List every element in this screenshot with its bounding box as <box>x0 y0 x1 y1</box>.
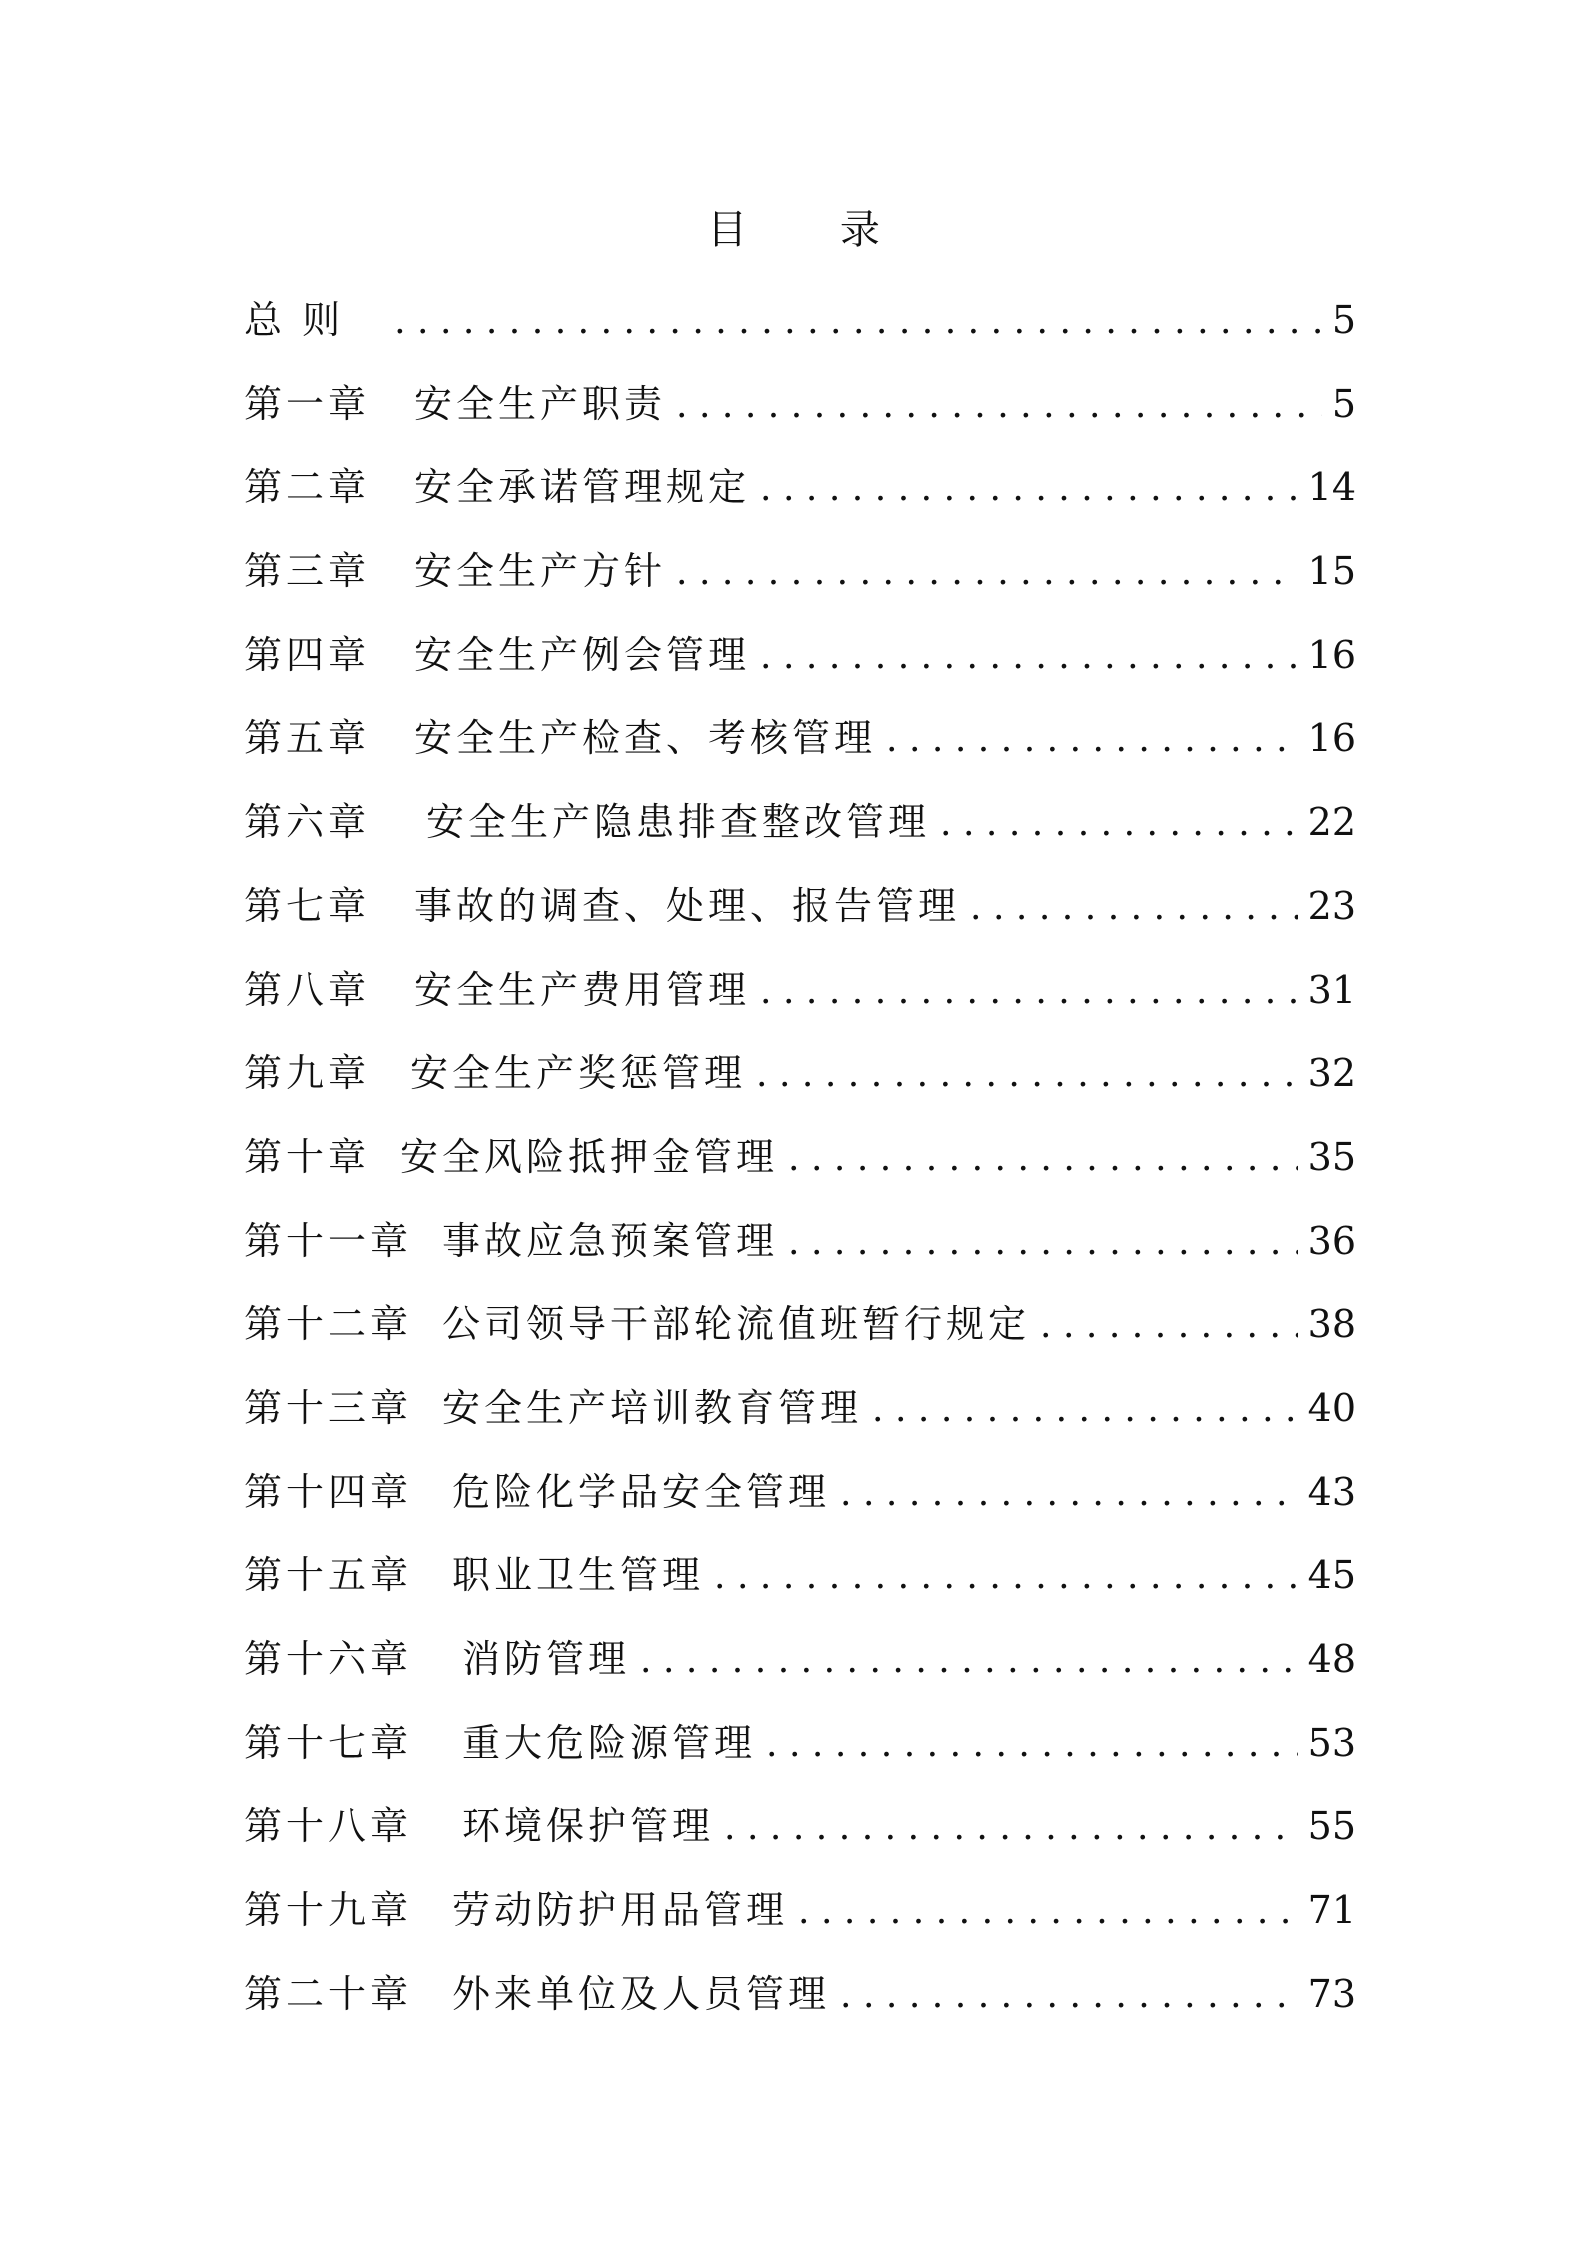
toc-heading: 安全承诺管理规定 <box>414 465 751 510</box>
toc-page-number: 55 <box>1307 1804 1356 1849</box>
toc-entry[interactable] <box>244 1796 1356 1880</box>
toc-heading: 消防管理 <box>462 1637 631 1681</box>
toc-chapter-label: 第九章 <box>244 1051 371 1096</box>
toc-heading: 公司领导干部轮流值班暂行规定 <box>442 1302 1031 1347</box>
toc-heading: 危险化学品安全管理 <box>452 1469 831 1514</box>
toc-entry[interactable] <box>244 1880 1356 1964</box>
toc-entry[interactable] <box>244 1629 1356 1713</box>
toc-chapter-label: 第七章 <box>244 883 371 928</box>
toc-chapter-label: 第十章 <box>244 1134 371 1179</box>
toc-entry[interactable] <box>244 1211 1356 1295</box>
toc-entry[interactable] <box>244 1964 1356 2048</box>
toc-entry[interactable] <box>244 1127 1356 1211</box>
toc-entry[interactable] <box>244 960 1356 1044</box>
toc-entry[interactable] <box>244 792 1356 876</box>
toc-entry[interactable] <box>244 1462 1356 1546</box>
toc-chapter-label: 第八章 <box>244 967 371 1012</box>
toc-page-number: 45 <box>1307 1553 1356 1598</box>
toc-page-number: 43 <box>1307 1469 1356 1514</box>
toc-heading: 安全生产方针 <box>414 549 667 594</box>
toc-heading: 安全风险抵押金管理 <box>400 1134 779 1179</box>
toc-heading: 安全生产隐患排查整改管理 <box>426 800 931 845</box>
toc-dot-leader <box>840 1966 1298 2026</box>
toc-entry[interactable] <box>244 1043 1356 1127</box>
toc-heading: 安全生产费用管理 <box>414 967 751 1012</box>
toc-chapter-label: 第二章 <box>244 465 371 510</box>
toc-entry[interactable] <box>244 1378 1356 1462</box>
toc-dot-leader <box>756 1045 1298 1105</box>
toc-dot-leader <box>760 459 1298 519</box>
toc-chapter-label: 第十五章 <box>244 1553 413 1598</box>
toc-page-number: 38 <box>1307 1302 1356 1347</box>
toc-entry[interactable] <box>244 708 1356 792</box>
toc-entry[interactable] <box>244 1713 1356 1797</box>
toc-page-number: 16 <box>1307 632 1356 677</box>
toc-dot-leader <box>970 878 1298 938</box>
toc-chapter-label: 第十四章 <box>244 1469 413 1514</box>
toc-dot-leader <box>1040 1296 1298 1356</box>
toc-page-number: 35 <box>1307 1134 1356 1179</box>
toc-chapter-label: 第一章 <box>244 381 371 426</box>
toc-chapter-label: 总 则 <box>244 298 345 342</box>
toc-entry[interactable] <box>244 374 1356 458</box>
toc-chapter-label: 第十三章 <box>244 1385 413 1430</box>
toc-entry[interactable] <box>244 1545 1356 1629</box>
toc-dot-leader <box>788 1213 1298 1273</box>
toc-chapter-label: 第六章 <box>244 800 371 845</box>
toc-heading: 安全生产例会管理 <box>414 632 751 677</box>
toc-heading: 劳动防护用品管理 <box>452 1888 789 1933</box>
toc-dot-leader <box>886 710 1298 770</box>
toc-dot-leader <box>788 1129 1298 1189</box>
toc-entry[interactable] <box>244 457 1356 541</box>
toc-dot-leader <box>766 1715 1298 1775</box>
toc-chapter-label: 第五章 <box>244 716 371 761</box>
toc-page-number: 5 <box>1331 298 1356 342</box>
toc-entry[interactable] <box>244 625 1356 709</box>
toc-entry[interactable] <box>244 541 1356 625</box>
toc-page-number: 31 <box>1307 967 1356 1012</box>
toc-dot-leader <box>760 962 1298 1022</box>
toc-page-number: 48 <box>1307 1637 1356 1681</box>
toc-heading: 事故的调查、处理、报告管理 <box>414 883 961 928</box>
toc-chapter-label: 第十九章 <box>244 1888 413 1933</box>
toc-dot-leader <box>676 376 1322 436</box>
toc-chapter-label: 第十二章 <box>244 1302 413 1347</box>
toc-dot-leader <box>872 1380 1298 1440</box>
toc-page-number: 22 <box>1307 800 1356 845</box>
toc-chapter-label: 第二十章 <box>244 1971 413 2016</box>
toc-dot-leader <box>676 543 1298 603</box>
toc-chapter-label: 第十一章 <box>244 1218 413 1263</box>
toc-heading: 外来单位及人员管理 <box>452 1971 831 2016</box>
toc-dot-leader <box>640 1631 1298 1691</box>
toc-page-number: 73 <box>1307 1971 1356 2016</box>
toc-heading: 职业卫生管理 <box>452 1553 705 1598</box>
toc-heading: 重大危险源管理 <box>462 1720 757 1765</box>
toc-heading: 安全生产检查、考核管理 <box>414 716 877 761</box>
toc-chapter-label: 第四章 <box>244 632 371 677</box>
toc-page-number: 36 <box>1307 1218 1356 1263</box>
toc-heading: 事故应急预案管理 <box>442 1218 779 1263</box>
toc-list <box>244 290 1356 2047</box>
toc-dot-leader <box>760 627 1298 687</box>
toc-heading: 环境保护管理 <box>462 1804 715 1849</box>
toc-page-number: 5 <box>1331 381 1356 426</box>
toc-dot-leader <box>940 794 1298 854</box>
toc-entry[interactable] <box>244 1294 1356 1378</box>
toc-chapter-label: 第三章 <box>244 549 371 594</box>
toc-title: 目 录 <box>707 207 920 253</box>
toc-dot-leader <box>714 1547 1298 1607</box>
toc-entry[interactable] <box>244 290 1356 374</box>
toc-page-number: 14 <box>1307 465 1356 510</box>
toc-page-number: 16 <box>1307 716 1356 761</box>
toc-page-number: 40 <box>1307 1385 1356 1430</box>
toc-dot-leader <box>394 292 1322 352</box>
toc-heading: 安全生产培训教育管理 <box>442 1385 863 1430</box>
toc-page-number: 32 <box>1307 1051 1356 1096</box>
toc-page-number: 15 <box>1307 549 1356 594</box>
toc-heading: 安全生产职责 <box>414 381 667 426</box>
toc-page-number: 23 <box>1307 883 1356 928</box>
toc-chapter-label: 第十七章 <box>244 1720 413 1765</box>
toc-dot-leader <box>724 1798 1298 1858</box>
toc-page-number: 71 <box>1307 1888 1356 1933</box>
toc-dot-leader <box>798 1882 1298 1942</box>
toc-dot-leader <box>840 1464 1298 1524</box>
toc-chapter-label: 第十六章 <box>244 1637 413 1681</box>
toc-heading: 安全生产奖惩管理 <box>410 1051 747 1096</box>
toc-page-number: 53 <box>1307 1720 1356 1765</box>
toc-chapter-label: 第十八章 <box>244 1804 413 1849</box>
toc-entry[interactable] <box>244 876 1356 960</box>
